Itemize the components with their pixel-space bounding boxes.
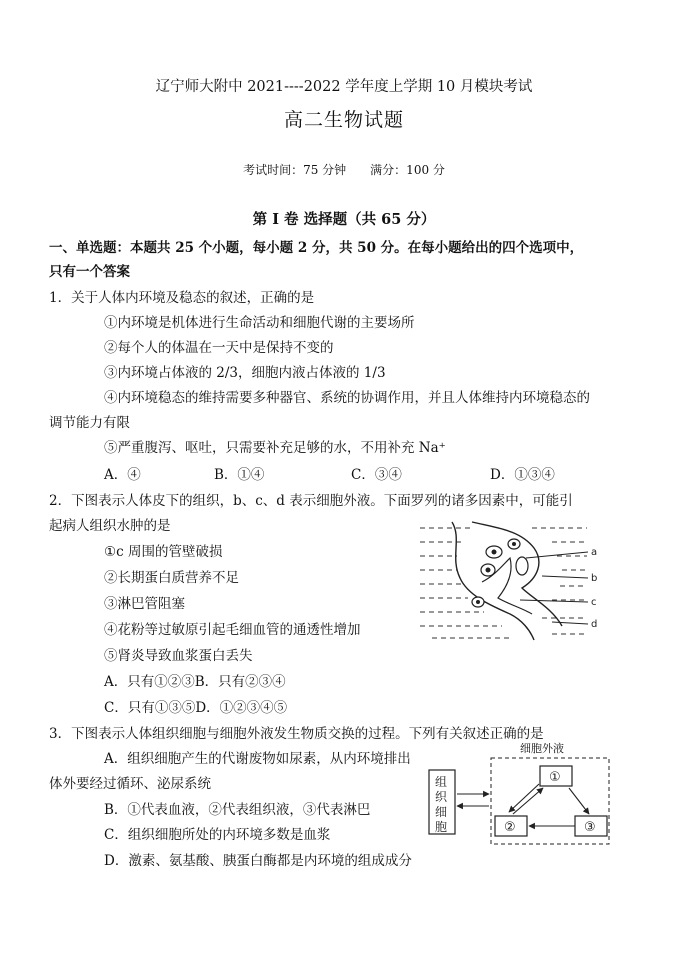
q2-statement-3: ③淋巴管阻塞 bbox=[104, 596, 185, 612]
q2-options-ab[interactable]: A．只有①②③B．只有②③④ bbox=[104, 674, 286, 690]
capillary-outline bbox=[452, 522, 534, 640]
q1-statement-3: ③内环境占体液的 2/3，细胞内液占体液的 1/3 bbox=[104, 365, 386, 381]
q2-tissue-diagram bbox=[402, 518, 612, 643]
node-1-label: ① bbox=[549, 770, 561, 785]
cell-char-2: 织 bbox=[435, 790, 448, 804]
q2-statement-5: ⑤肾炎导致血浆蛋白丢失 bbox=[104, 648, 253, 664]
section-title: 第 Ⅰ 卷 选择题（共 65 分） bbox=[252, 211, 436, 228]
cells bbox=[472, 539, 528, 607]
q3-option-c[interactable]: C．组织细胞所处的内环境多数是血浆 bbox=[104, 827, 331, 843]
q2-statement-4: ④花粉等过敏原引起毛细血管的通透性增加 bbox=[104, 622, 361, 638]
q1-statement-5: ⑤严重腹泻、呕吐，只需要补充足够的水，不用补充 Na⁺ bbox=[104, 440, 446, 456]
q3-option-d[interactable]: D．激素、氨基酸、胰蛋白酶都是内环境的组成成分 bbox=[104, 853, 412, 869]
q2-stem: 2．下图表示人体皮下的组织，b、c、d 表示细胞外液。下面罗列的诸多因素中，可能引 bbox=[49, 493, 573, 509]
q1-statement-4: ④内环境稳态的维持需要多种器官、系统的协调作用，并且人体维持内环境稳态的 bbox=[104, 390, 590, 406]
arrow-2-to-1 bbox=[513, 788, 543, 814]
node-2-label: ② bbox=[504, 820, 516, 835]
cell-char-4: 胞 bbox=[435, 820, 448, 834]
tissue-dashes bbox=[420, 528, 587, 638]
instruction-line-2: 只有一个答案 bbox=[49, 264, 130, 280]
cell-char-1: 组 bbox=[435, 775, 448, 789]
q3-stem: 3．下图表示人体组织细胞与细胞外液发生物质交换的过程。下列有关叙述正确的是 bbox=[49, 726, 544, 742]
fig-label-d: d bbox=[591, 619, 598, 630]
arrow-1-to-2 bbox=[509, 784, 539, 812]
q1-option-a[interactable]: A．④ bbox=[104, 467, 141, 483]
q2-statement-1: ①c 周围的管壁破损 bbox=[104, 544, 223, 560]
cell-char-3: 细 bbox=[435, 805, 448, 819]
q1-option-c[interactable]: C．③④ bbox=[351, 467, 402, 483]
q1-stem: 1．关于人体内环境及稳态的叙述，正确的是 bbox=[49, 290, 315, 306]
q3-exchange-diagram bbox=[425, 754, 615, 848]
instruction-line-1: 一、单选题：本题共 25 个小题，每小题 2 分，共 50 分。在每小题给出的四个选项中， bbox=[49, 240, 584, 256]
q2-stem-cont: 起病人组织水肿的是 bbox=[49, 518, 171, 534]
fig-label-a: a bbox=[591, 547, 598, 558]
q1-statement-4-cont: 调节能力有限 bbox=[49, 415, 130, 431]
q3-option-b[interactable]: B．①代表血液，②代表组织液，③代表淋巴 bbox=[104, 802, 371, 818]
q2-options-cd[interactable]: C．只有①③⑤D．①②③④⑤ bbox=[104, 700, 288, 716]
fig-label-c: c bbox=[591, 597, 597, 608]
node-3-label: ③ bbox=[584, 820, 596, 835]
q1-option-d[interactable]: D．①③④ bbox=[490, 467, 555, 483]
q3-fig-title: 细胞外液 bbox=[520, 743, 564, 755]
q3-option-a-cont: 体外要经过循环、泌尿系统 bbox=[49, 776, 211, 792]
q3-option-a[interactable]: A．组织细胞产生的代谢废物如尿素，从内环境排出 bbox=[104, 751, 411, 767]
q1-statement-2: ②每个人的体温在一天中是保持不变的 bbox=[104, 340, 334, 356]
q1-statement-1: ①内环境是机体进行生命活动和细胞代谢的主要场所 bbox=[104, 315, 415, 331]
exam-info: 考试时间：75 分钟 满分：100 分 bbox=[243, 163, 445, 177]
school-title: 辽宁师大附中 2021----2022 学年度上学期 10 月模块考试 bbox=[155, 79, 533, 95]
subject-title: 高二生物试题 bbox=[283, 109, 404, 131]
arrow-1-to-3 bbox=[569, 788, 589, 814]
fig-label-b: b bbox=[591, 573, 598, 584]
q1-option-b[interactable]: B．①④ bbox=[214, 467, 265, 483]
q2-statement-2: ②长期蛋白质营养不足 bbox=[104, 570, 239, 586]
